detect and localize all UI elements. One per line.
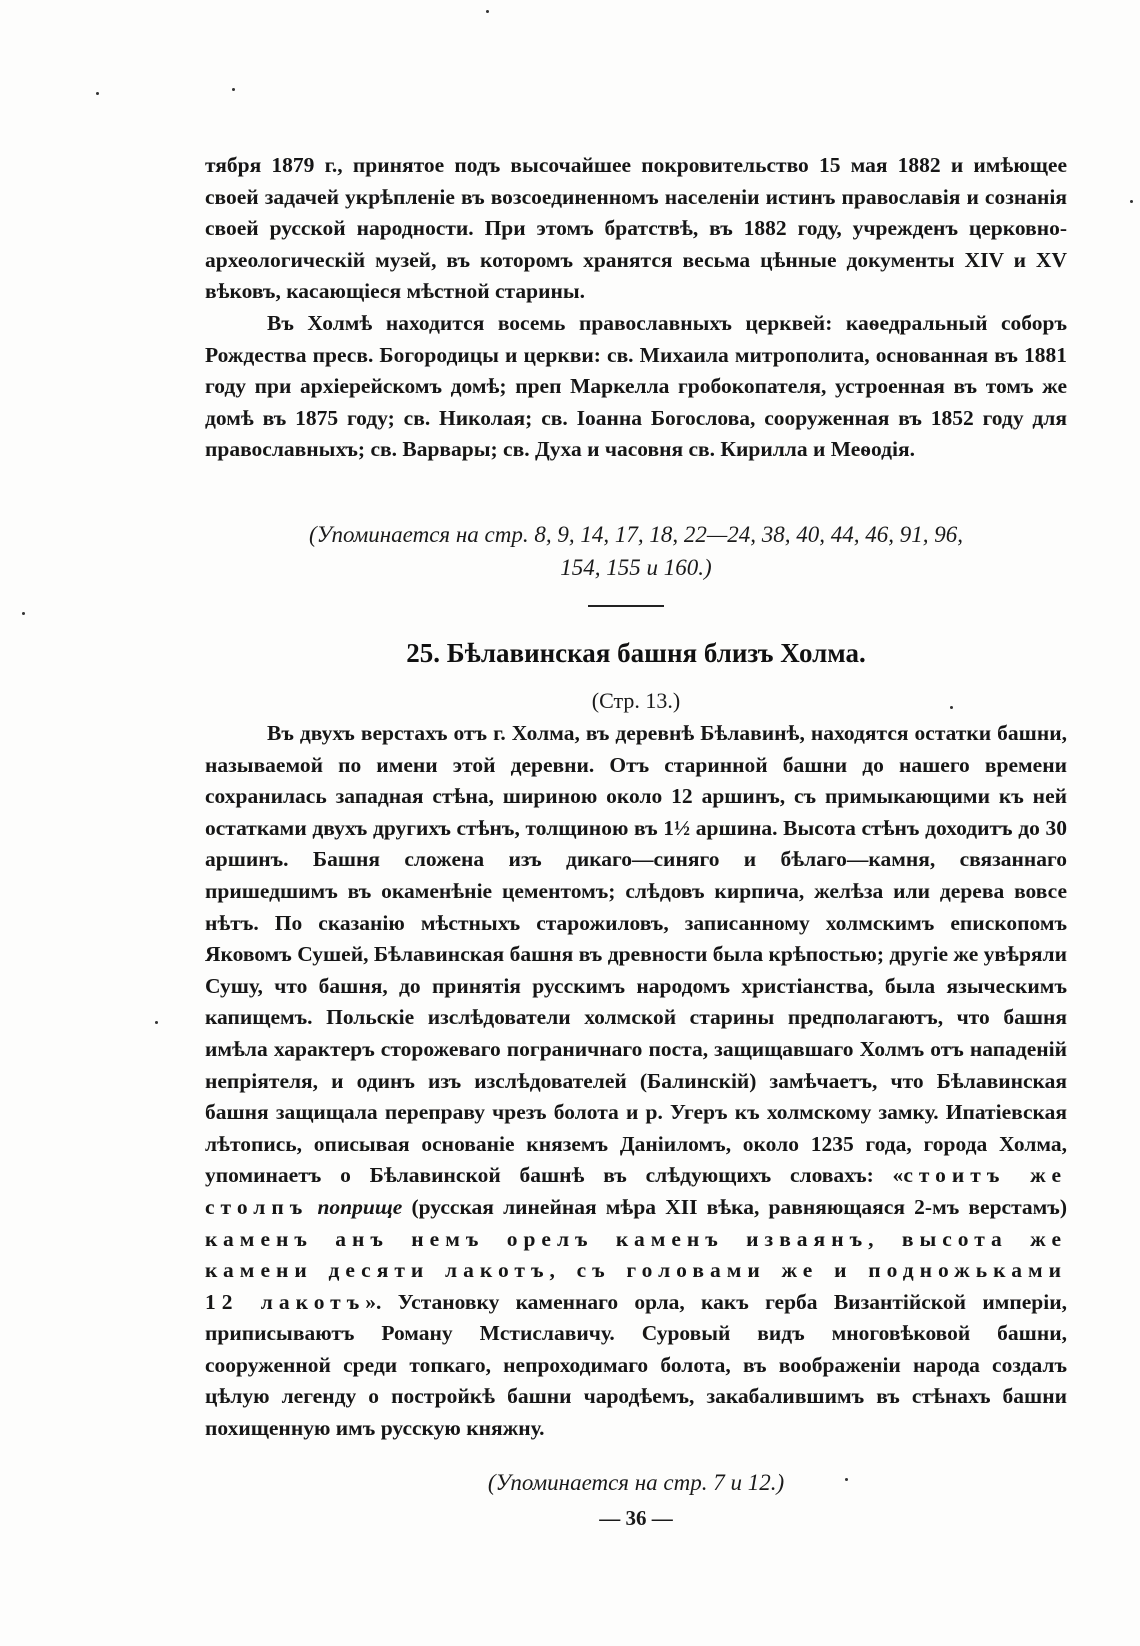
- chronicle-quote-2: каменъ анъ немъ орелъ каменъ изваянъ, высота же камени десяти лакотъ, съ головами же и подножьками 12 лакотъ: [205, 1226, 1067, 1314]
- section-subheading: (Стр. 13.): [591, 688, 681, 713]
- paragraph-society: тября 1879 г., принятое подъ высочайшее покровительство 15 мая 1882 и имѣющее своей задачей укрѣпленіе въ возсоединенномъ населеніи истинъ православія и сознанія своей русской народности. При этомъ братствѣ, въ 1882 году, учрежденъ церковно-археологическій музей, въ которомъ хранятся весьма цѣнные документы XIV и XV вѣковъ, касающіеся мѣстной старины.: [205, 153, 1067, 304]
- scan-speck: [232, 88, 235, 91]
- scan-speck: [155, 1021, 158, 1024]
- scan-speck: [22, 612, 25, 615]
- tower-text-a: Въ двухъ верстахъ отъ г. Холма, въ деревнѣ Бѣлавинѣ, находятся остатки башни, называемой по имени этой деревни. Отъ старинной башни до нашего времени сохранилась западная стѣна, шириною около 12 аршинъ, съ примыкающими къ ней остатками двухъ другихъ стѣнъ, толщиною въ 1½ аршина. Высота стѣнъ доходитъ до 30 аршинъ. Башня сложена изъ дикаго—синяго и бѣлаго—камня, связаннаго пришедшимъ въ окаменѣніе цементомъ; слѣдовъ кирпича, желѣза или дерева вовсе нѣтъ. По сказанію мѣстныхъ старожиловъ, записанному холмскимъ епископомъ Яковомъ Сушей, Бѣлавинская башня въ древности была крѣпостью; другіе же увѣряли Сушу, что башня, до принятія русскимъ народомъ христіанства, была языческимъ капищемъ. Польскіе изслѣдователи холмской старины предполагаютъ, что башня имѣла характеръ сторожеваго пограничнаго поста, защищавшаго Холмъ отъ нападеній непріятеля, и одинъ изъ изслѣдователей (Балинскій) замѣчаетъ, что Бѣлавинская башня защищала переправу чрезъ болота и р. Угеръ къ холмскому замку. Ипатіевская лѣтопись, описывая основаніе княземъ Даніиломъ, около 1235 года, города Холма, упоминаетъ о Бѣлавинской башнѣ въ слѣдующихъ словахъ: «: [205, 721, 1067, 1188]
- text-block-bottom: [205, 718, 1067, 1445]
- reference-note-2: (Упоминается на стр. 7 и 12.): [487, 1470, 785, 1495]
- chronicle-quote-1: стоитъ же столпъ: [205, 1163, 1068, 1219]
- tower-text-c: ». Установку каменнаго орла, какъ герба Византійской имперіи, приписываютъ Роману Мстиславичу. Суровый видъ многовѣковой башни, сооруженной среди топкаго, непроходимаго болота, въ воображеніи народа создалъ цѣлую легенду о постройкѣ башни чародѣемъ, закабалившимъ въ стѣнахъ башни похищенную имъ русскую княжну.: [205, 1289, 1067, 1441]
- scan-speck: [96, 92, 99, 95]
- reference-note-1-line-1: (Упоминается на стр. 8, 9, 14, 17, 18, 22—24, 38, 40, 44, 46, 91, 96,: [308, 522, 964, 547]
- reference-note-1-line-2: 154, 155 и 160.): [560, 555, 712, 580]
- section-heading: 25. Бѣлавинская башня близъ Холма.: [406, 638, 866, 668]
- tower-text-b: (русская линейная мѣра XII вѣка, равняющаяся 2-мъ верстамъ): [402, 1194, 1067, 1219]
- scan-speck: [486, 10, 489, 13]
- paragraph-tower: [205, 718, 1067, 1445]
- section-divider: [588, 605, 664, 607]
- paragraph-churches: Въ Холмѣ находится восемь православныхъ церквей: каѳедральный соборъ Рождества пресв. Богородицы и церкви: св. Михаила митрополита, основанная въ 1881 году при архіерейскомъ домѣ; преп Маркелла гробокопателя, устроенная въ томъ же домѣ въ 1875 году; св. Николая; св. Іоанна Богослова, сооруженная въ 1852 году для православныхъ; св. Варвары; св. Духа и часовня св. Кирилла и Меѳодія.: [205, 310, 1067, 462]
- term-poprische: поприще: [317, 1194, 403, 1219]
- reference-note-1: [205, 518, 1067, 584]
- page-number: — 36 —: [599, 1506, 673, 1530]
- scan-speck: [845, 1478, 848, 1481]
- scan-speck: [1130, 200, 1133, 203]
- scan-speck: [950, 706, 953, 709]
- text-block-top: [205, 150, 1067, 466]
